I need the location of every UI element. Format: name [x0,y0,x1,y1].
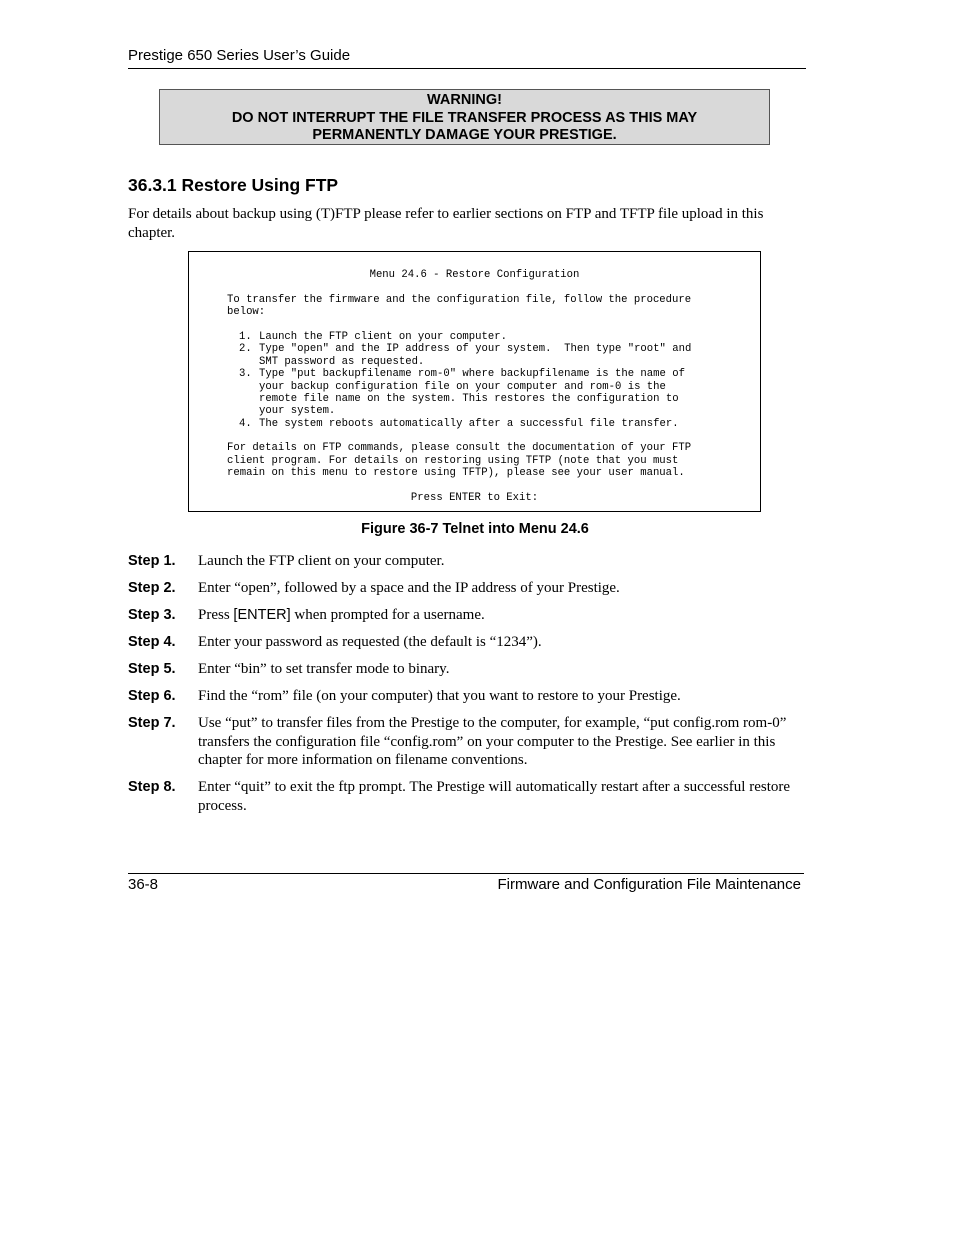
figure-caption: Figure 36-7 Telnet into Menu 24.6 [361,521,589,537]
terminal-list-item-cont [239,356,424,368]
item-text: your backup configuration file on your computer and rom-0 is the [259,380,666,393]
item-number: 1. [239,331,252,343]
step-text: Enter “quit” to exit the ftp prompt. The Prestige will automatically restart after a successful restore process. [198,779,791,814]
step-label: Step 4. [128,634,176,650]
terminal-list-item [239,331,507,343]
item-number: 4. [239,417,252,430]
item-number: 3. [239,368,252,381]
item-text: Type "open" and the IP address of your system. Then type "root" and [259,343,692,356]
item-text: Launch the FTP client on your computer. [259,331,507,343]
item-text: Type "put backupfilename rom-0" where backupfilename is the name of [259,368,685,381]
terminal-list-item-cont [239,381,666,393]
step-label: Step 2. [128,580,176,596]
step-text-part: when prompted for a username. [290,607,485,623]
warning-line: WARNING! [427,92,502,108]
step-label: Step 8. [128,779,176,795]
terminal-list-item [239,368,685,380]
item-text: remote file name on the system. This restores the configuration to [259,393,679,405]
step-item [128,633,800,652]
step-text: Enter “open”, followed by a space and the IP address of your Prestige. [198,580,620,596]
terminal-list-item-cont [239,393,679,405]
page-number: 36-8 [128,876,159,893]
step-text: Enter “bin” to set transfer mode to binary. [198,661,450,677]
step-text [198,606,800,625]
chapter-title: Firmware and Configuration File Maintenance [497,876,801,893]
warning-line: PERMANENTLY DAMAGE YOUR PRESTIGE. [312,127,617,143]
step-label: Step 6. [128,688,176,704]
step-item [128,714,800,770]
terminal-prompt: Press ENTER to Exit: [410,492,539,504]
warning-line: DO NOT INTERRUPT THE FILE TRANSFER PROCESS AS THIS MAY [231,109,698,126]
step-text: Find the “rom” file (on your computer) that you want to restore to your Prestige. [198,688,681,704]
step-list [128,552,800,815]
terminal-text: To transfer the firmware and the configuration file, follow the procedure [227,294,692,306]
page-footer [128,873,804,894]
step-item [128,579,800,598]
step-item [128,606,800,625]
terminal-text: below: [227,306,266,319]
item-text: your system. [259,405,336,418]
guide-title: Prestige 650 Series User’s Guide [128,47,351,64]
step-text: Enter your password as requested (the default is “1234”). [198,634,542,650]
step-label: Step 1. [128,553,176,569]
terminal-list-item [239,418,679,430]
warning-box [159,89,770,145]
intro-paragraph: For details about backup using (T)FTP please refer to earlier sections on FTP and TFTP file upload in this chapter. [128,206,764,241]
step-item [128,778,800,815]
item-number: 2. [239,343,252,356]
terminal-text: For details on FTP commands, please consult the documentation of your FTP [227,442,692,455]
terminal-list-item-cont [239,405,335,417]
terminal-text: remain on this menu to restore using TFTP), please see your user manual. [227,467,685,480]
step-text-part: Press [198,607,234,623]
step-label: Step 5. [128,661,176,677]
step-label: Step 7. [128,715,176,731]
terminal-title: Menu 24.6 - Restore Configuration [369,269,580,281]
step-text: Launch the FTP client on your computer. [198,553,445,569]
step-text: Use “put” to transfer files from the Prestige to the computer, for example, “put config.rom rom-0” transfers the configuration file “config.rom” on your computer to the Prestige. See earlier in this chapter for more information on filename conventions. [198,715,787,768]
terminal-screen [188,251,761,512]
step-label: Step 3. [128,607,176,623]
terminal-list-item [239,343,691,355]
step-item [128,660,800,679]
terminal-text: client program. For details on restoring using TFTP (note that you must [227,454,679,467]
step-item [128,552,800,571]
step-item [128,687,800,706]
item-text: SMT password as requested. [259,355,425,368]
page-header [128,46,806,69]
item-text: The system reboots automatically after a successful file transfer. [259,417,679,430]
section-title: 36.3.1 Restore Using FTP [128,175,339,195]
key-name: [ENTER] [233,607,291,623]
